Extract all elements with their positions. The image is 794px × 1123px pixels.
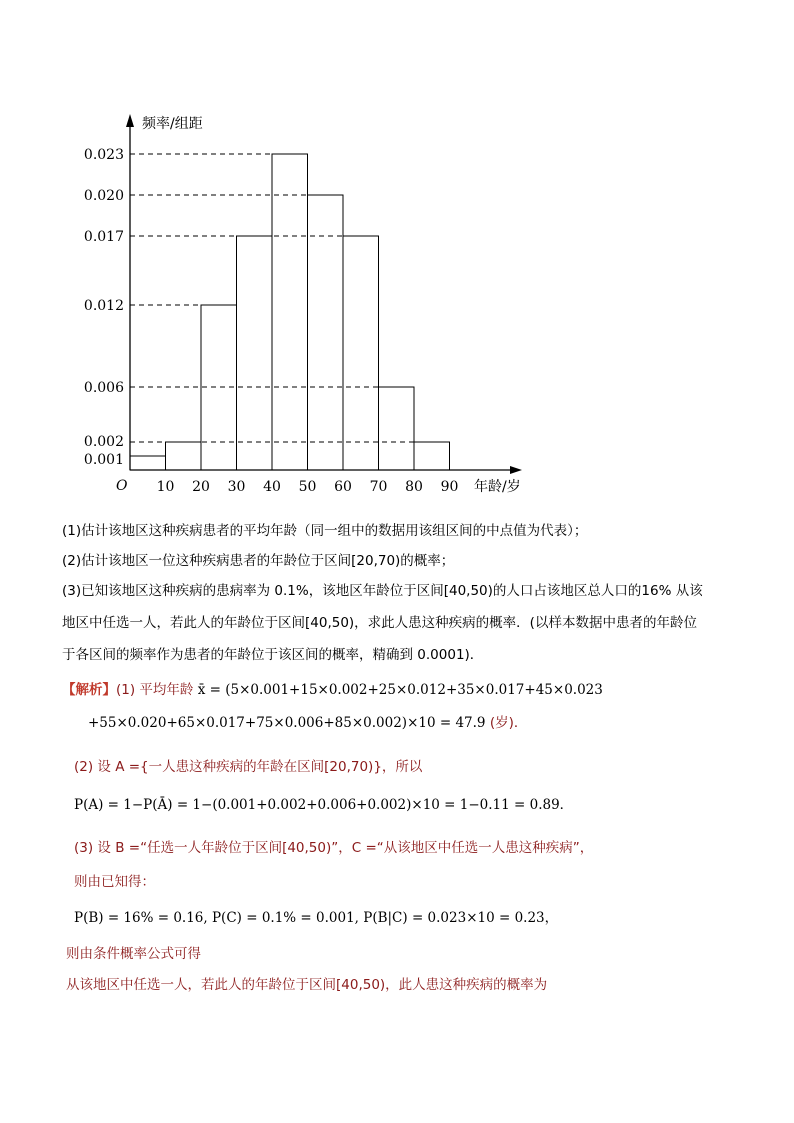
histogram-bar [130, 456, 166, 470]
solution-3-conditional: 则由条件概率公式可得 [66, 946, 201, 962]
x-tick-label: 40 [263, 479, 281, 495]
solution-2-formula: P(A) = 1−P(Ā) = 1−(0.001+0.002+0.006+0.002)×10 = 1−0.11 = 0.89． [74, 797, 574, 813]
solution-1-unit: (岁)． [489, 715, 528, 731]
solution-3-formula: P(B) = 16% = 0.16, P(C) = 0.1% = 0.001, P(B|C) = 0.023×10 = 0.23， [74, 910, 559, 926]
y-tick-label: 0.017 [83, 229, 124, 245]
x-tick-label: 50 [298, 479, 317, 495]
x-tick-label: 30 [227, 479, 246, 495]
solution-1-label: (1) 平均年龄 [116, 682, 194, 698]
x-tick-label: 20 [192, 479, 210, 495]
question-1: (1)估计该地区这种疾病患者的平均年龄（同一组中的数据用该组区间的中点值为代表）； [62, 523, 588, 539]
x-tick-label: 60 [334, 479, 352, 495]
histogram-bar [201, 305, 237, 470]
histogram-bar [414, 442, 450, 470]
y-axis-label: 频率/组距 [142, 116, 203, 132]
x-axis-label: 年龄/岁 [474, 479, 521, 495]
y-axis-arrow [126, 114, 134, 127]
histogram-bar [166, 442, 202, 470]
question-3-line-2: 地区中任选一人，若此人的年龄位于区间[40,50)，求此人患这种疾病的概率．(以样本数据中患者的年龄位 [62, 615, 697, 631]
x-tick-label: 90 [440, 479, 459, 495]
solution-1-formula-b: +55×0.020+65×0.017+75×0.006+85×0.002)×10 = 47.9 [88, 715, 486, 731]
solution-2-label: (2) 设 A ={一人患这种疾病的年龄在区间[20,70)}，所以 [74, 759, 423, 775]
y-tick-label: 0.012 [83, 298, 124, 314]
solution-3-final: 从该地区中任选一人，若此人的年龄位于区间[40,50)，此人患这种疾病的概率为 [66, 977, 548, 993]
x-tick-label: 80 [405, 479, 423, 495]
solution-3-label: (3) 设 B =“任选一人年龄位于区间[40,50)”，C =“从该地区中任选一人患这种疾病”， [74, 840, 594, 856]
x-tick-label: 10 [156, 479, 175, 495]
histogram-chart [60, 100, 540, 500]
histogram-bar [379, 387, 415, 470]
question-3-line-1: (3)已知该地区这种疾病的患病率为 0.1%，该地区年龄位于区间[40,50)的人口占该地区总人口的16% 从该 [62, 583, 703, 599]
question-2: (2)估计该地区一位这种疾病患者的年龄位于区间[20,70)的概率； [62, 553, 455, 569]
histogram-bar [343, 236, 379, 470]
histogram-bar [237, 236, 273, 470]
origin-label: O [116, 478, 128, 494]
y-tick-label: 0.006 [83, 380, 124, 396]
x-tick-label: 70 [369, 479, 388, 495]
y-tick-label: 0.001 [83, 452, 124, 468]
y-tick-label: 0.020 [83, 188, 124, 204]
y-tick-label: 0.002 [83, 434, 124, 450]
solution-3-known: 则由已知得： [74, 874, 155, 890]
solution-1-formula-a: x̄ = (5×0.001+15×0.002+25×0.012+35×0.017+45×0.023 [197, 682, 603, 698]
solution-tag: 【解析】 [62, 682, 116, 698]
y-tick-label: 0.023 [83, 147, 124, 163]
question-3-line-3: 于各区间的频率作为患者的年龄位于该区间的概率，精确到 0.0001)． [62, 647, 484, 663]
histogram-bar [272, 154, 308, 470]
solution-1-line-2 [88, 714, 527, 732]
x-axis-arrow [510, 466, 522, 474]
solution-1-line [62, 681, 603, 699]
